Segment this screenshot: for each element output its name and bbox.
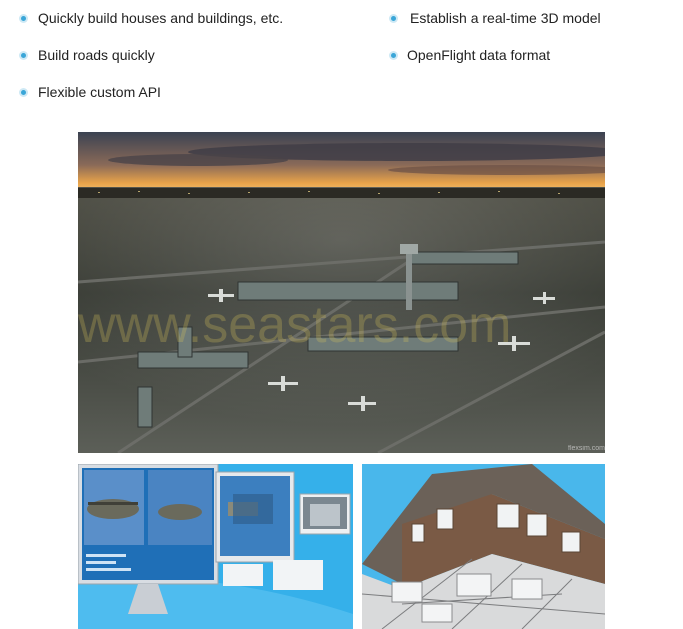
feature-list (0, 0, 683, 110)
feature-item: OpenFlight data format (407, 47, 551, 63)
feature-item: Flexible custom API (38, 84, 161, 100)
bullet-dot-icon (21, 16, 26, 21)
bullet-dot-icon (21, 53, 26, 58)
helicopter-model-image (78, 464, 353, 629)
image-credit: flexsim.com (568, 445, 605, 452)
watermark-text: www.seastars.com (78, 296, 512, 354)
house-model-image (362, 464, 605, 629)
feature-item: Quickly build houses and buildings, etc. (38, 10, 284, 26)
airport-scene-image (78, 132, 605, 453)
bullet-dot-icon (391, 16, 396, 21)
feature-item: Build roads quickly (38, 47, 155, 63)
feature-item: Establish a real-time 3D model (410, 10, 601, 26)
bullet-dot-icon (391, 53, 396, 58)
bullet-dot-icon (21, 90, 26, 95)
